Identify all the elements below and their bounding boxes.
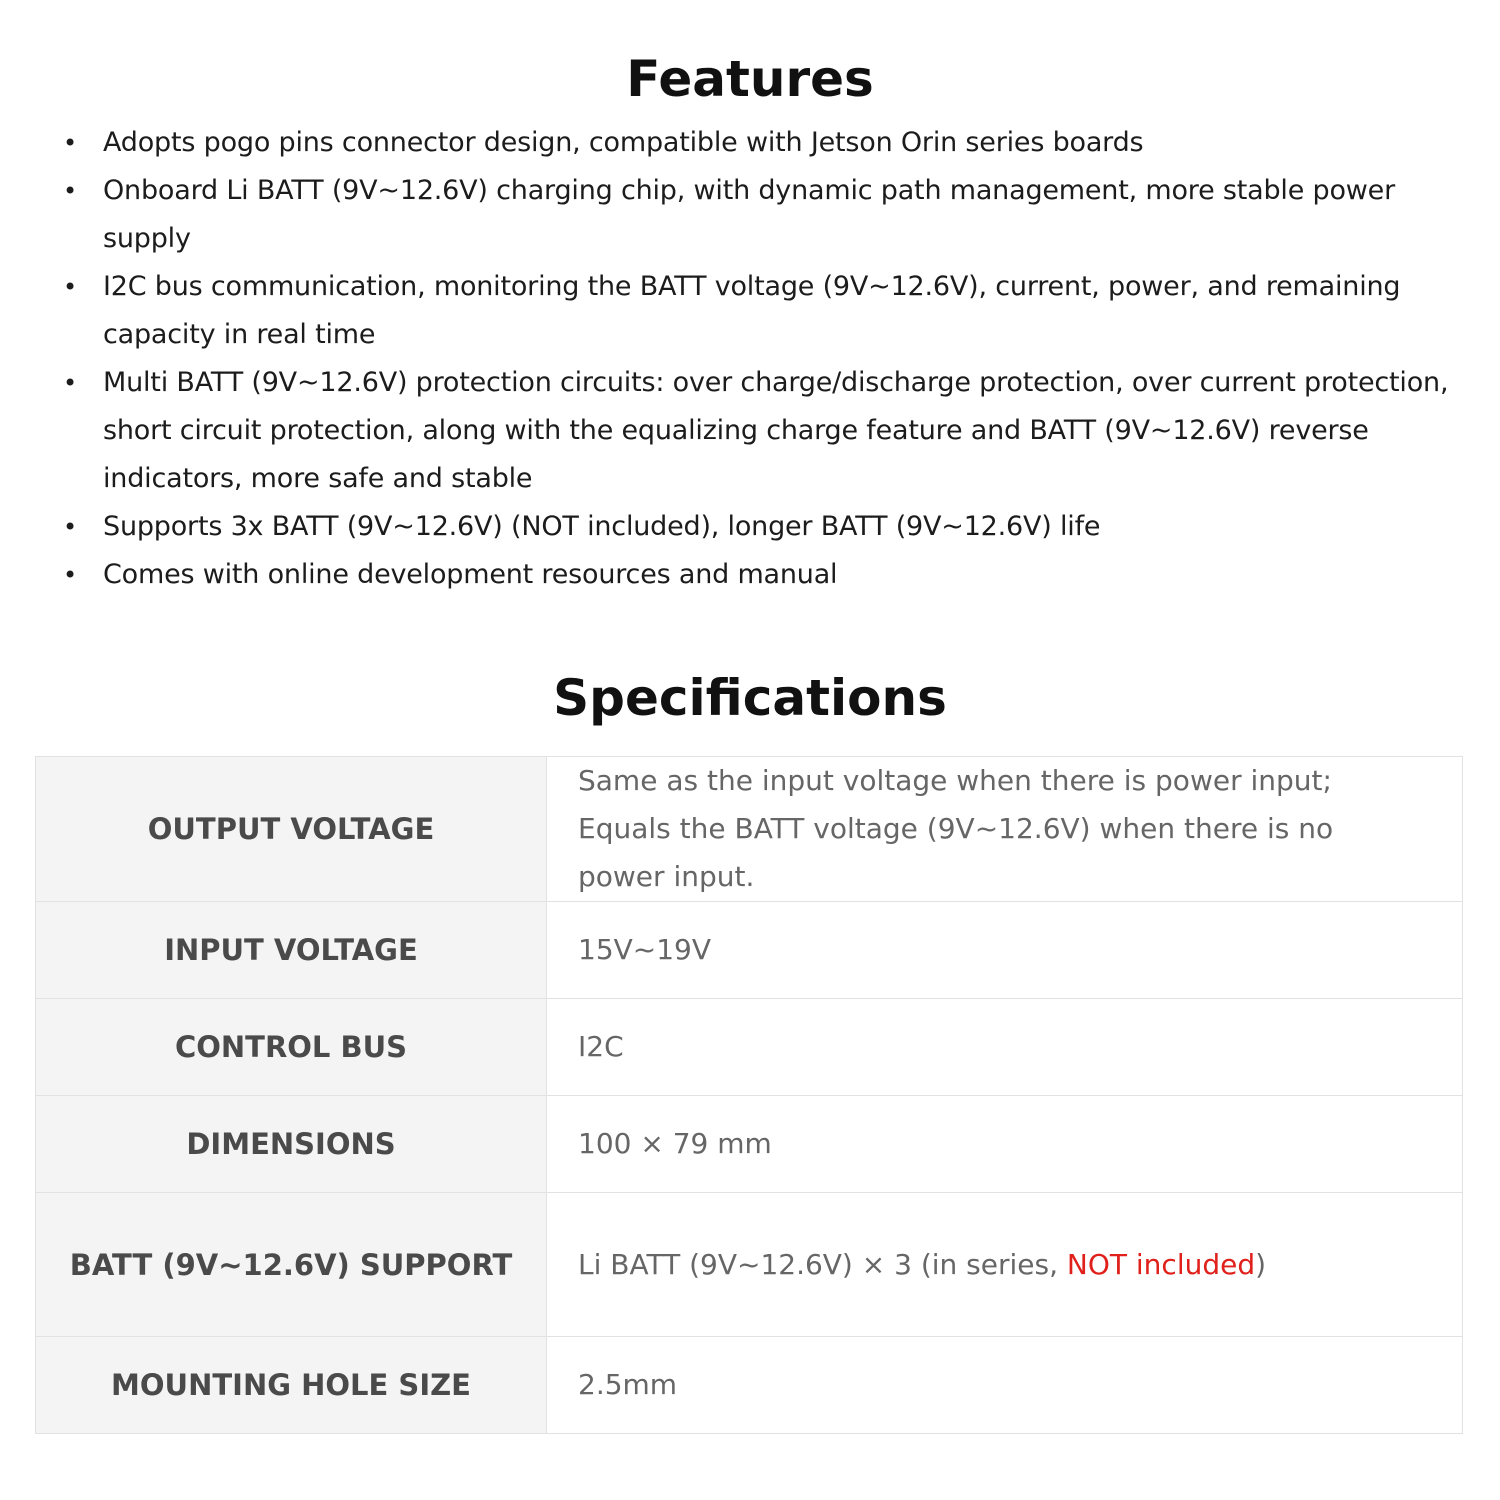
- spec-label: DIMENSIONS: [36, 1096, 547, 1193]
- table-row: [36, 1193, 1463, 1337]
- table-row: [36, 902, 1463, 999]
- feature-text: Onboard Li BATT (9V~12.6V) charging chip, with dynamic path management, more stable power supply: [103, 175, 1395, 254]
- spec-value: I2C: [547, 999, 1463, 1096]
- features-list: [0, 119, 1500, 599]
- spec-value: 100 × 79 mm: [547, 1096, 1463, 1193]
- not-included-note: NOT included: [1066, 1247, 1256, 1281]
- table-row: [36, 757, 1463, 902]
- feature-item: [0, 167, 1500, 263]
- bullet-icon: •: [63, 561, 77, 589]
- bullet-icon: •: [63, 513, 77, 541]
- features-heading: Features: [626, 50, 874, 108]
- spec-value-text: ): [1255, 1247, 1267, 1281]
- feature-text: I2C bus communication, monitoring the BATT voltage (9V~12.6V), current, power, and remaining capacity in real time: [103, 271, 1401, 350]
- spec-label: MOUNTING HOLE SIZE: [36, 1337, 547, 1434]
- spec-value: Same as the input voltage when there is power input; Equals the BATT voltage (9V~12.6V) when there is no power input.: [547, 757, 1463, 902]
- bullet-icon: •: [63, 129, 77, 157]
- feature-text: Multi BATT (9V~12.6V) protection circuits: over charge/discharge protection, over current protection, short circuit protection, along with the equalizing charge feature and BATT (9V~12.6V) reverse indicators, more safe and stable: [103, 367, 1449, 494]
- feature-item: [0, 119, 1500, 167]
- spec-label: CONTROL BUS: [36, 999, 547, 1096]
- feature-text: Adopts pogo pins connector design, compatible with Jetson Orin series boards: [103, 127, 1144, 158]
- specifications-heading: Specifications: [553, 669, 947, 727]
- feature-item: [0, 263, 1500, 359]
- feature-item: [0, 503, 1500, 551]
- bullet-icon: •: [63, 273, 77, 301]
- spec-value: [547, 1193, 1463, 1337]
- spec-label: INPUT VOLTAGE: [36, 902, 547, 999]
- spec-value: 2.5mm: [547, 1337, 1463, 1434]
- spec-value: 15V~19V: [547, 902, 1463, 999]
- bullet-icon: •: [63, 177, 77, 205]
- feature-text: Supports 3x BATT (9V~12.6V) (NOT included), longer BATT (9V~12.6V) life: [103, 511, 1101, 542]
- bullet-icon: •: [63, 369, 77, 397]
- table-row: [36, 1096, 1463, 1193]
- spec-label: BATT (9V~12.6V) SUPPORT: [36, 1193, 547, 1337]
- spec-value-text: Li BATT (9V~12.6V) × 3 (in series,: [578, 1247, 1067, 1281]
- table-row: [36, 1337, 1463, 1434]
- feature-item: [0, 359, 1500, 503]
- feature-item: [0, 551, 1500, 599]
- spec-label: OUTPUT VOLTAGE: [36, 757, 547, 902]
- table-row: [36, 999, 1463, 1096]
- specifications-table: [35, 756, 1463, 1434]
- feature-text: Comes with online development resources and manual: [103, 559, 838, 590]
